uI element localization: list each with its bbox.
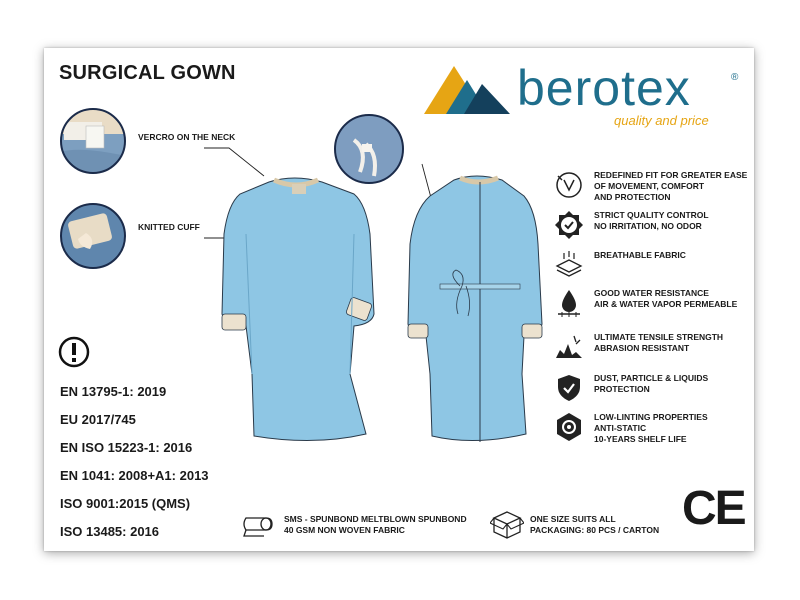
standard-item: ISO 9001:2015 (QMS)	[60, 496, 191, 511]
fabric-line: 40 GSM NON WOVEN FABRIC	[284, 525, 405, 535]
feature-line: STRICT QUALITY CONTROL	[594, 210, 709, 220]
fabric-line: SMS - SPUNBOND MELTBLOWN SPUNBOND	[284, 514, 467, 524]
gown-front	[222, 178, 374, 441]
breathable-icon	[554, 250, 584, 280]
feature-line: PROTECTION	[594, 384, 650, 394]
berotex-logo-mark	[424, 64, 510, 114]
tensile-icon	[554, 332, 584, 362]
neck-leader-line	[204, 148, 264, 176]
fabric-info	[284, 514, 467, 536]
cuff-detail-image	[60, 203, 126, 269]
product-sheet	[44, 48, 754, 551]
water-drop-icon	[554, 288, 584, 318]
feature-line: 10-YEARS SHELF LIFE	[594, 434, 687, 444]
feature-line: REDEFINED FIT FOR GREATER EASE	[594, 170, 748, 180]
gown-back	[408, 176, 542, 442]
fabric-roll-icon	[242, 510, 276, 538]
feature-line: AIR & WATER VAPOR PERMEABLE	[594, 299, 738, 309]
standard-item: EN ISO 15223-1: 2016	[60, 440, 193, 455]
gear-hex-icon	[554, 412, 584, 442]
packaging-line: ONE SIZE SUITS ALL	[530, 514, 616, 524]
standard-item: EU 2017/745	[60, 412, 136, 427]
quality-seal-icon	[554, 210, 584, 240]
feature-line: DUST, PARTICLE & LIQUIDS	[594, 373, 709, 383]
fit-icon	[554, 170, 584, 200]
feature-line: ABRASION RESISTANT	[594, 343, 690, 353]
standard-item: ISO 13485: 2016	[60, 524, 160, 539]
packaging-info	[530, 514, 659, 536]
registered-mark: ®	[731, 72, 739, 83]
cuff-label: KNITTED CUFF	[138, 222, 200, 232]
feature-line: OF MOVEMENT, COMFORT	[594, 181, 705, 191]
feature-line: GOOD WATER RESISTANCE	[594, 288, 709, 298]
feature-line: NO IRRITATION, NO ODOR	[594, 221, 702, 231]
feature-line: BREATHABLE FABRIC	[594, 250, 686, 260]
brand-name: berotex	[517, 60, 691, 116]
carton-box-icon	[490, 508, 524, 540]
page-title: SURGICAL GOWN	[59, 62, 236, 84]
standard-item: EN 13795-1: 2019	[60, 384, 167, 399]
feature-line: ANTI-STATIC	[594, 423, 647, 433]
ce-mark: CE	[682, 482, 745, 535]
neck-label: VERCRO ON THE NECK	[138, 132, 236, 142]
standard-item: EN 1041: 2008+A1: 2013	[60, 468, 209, 483]
warning-icon	[58, 336, 90, 368]
packaging-line: PACKAGING: 80 PCS / CARTON	[530, 525, 660, 535]
brand-tagline: quality and price	[614, 113, 709, 128]
gown-illustrations	[204, 124, 544, 454]
feature-line: AND PROTECTION	[594, 192, 671, 202]
shield-check-icon	[554, 373, 584, 403]
feature-line: ULTIMATE TENSILE STRENGTH	[594, 332, 724, 342]
feature-line: LOW-LINTING PROPERTIES	[594, 412, 708, 422]
neck-detail-image	[60, 108, 126, 174]
